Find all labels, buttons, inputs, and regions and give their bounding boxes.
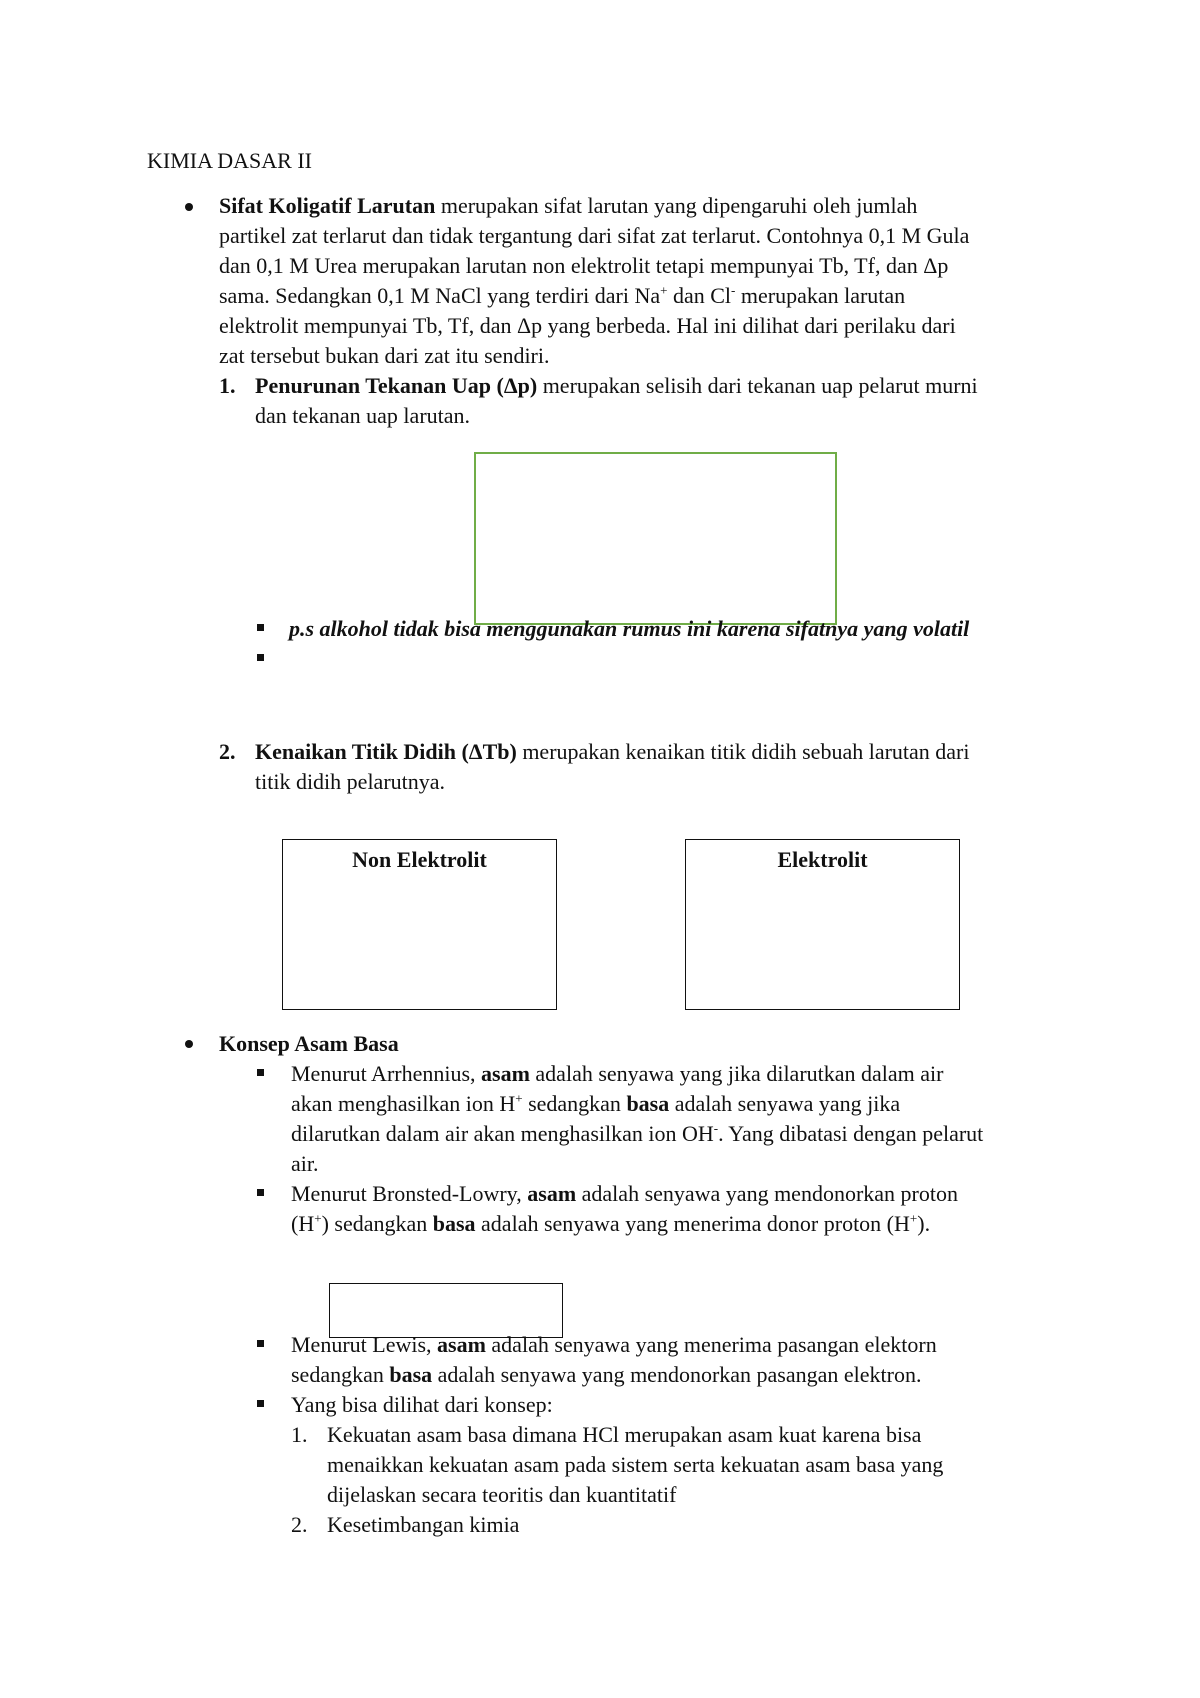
sifat-line-5: elektrolit mempunyai Tb, Tf, dan Δp yang berbeda. Hal ini dilihat dari perilaku dari <box>219 313 956 338</box>
lewis-text: Menurut Lewis, <box>291 1332 438 1357</box>
sifat-text: merupakan larutan <box>735 283 906 308</box>
lewis-text: sedangkan <box>291 1362 390 1387</box>
bronsted-text: ) sedangkan <box>321 1211 433 1236</box>
arrhennius-text: Menurut Arrhennius, <box>291 1061 482 1086</box>
bullet-dot-asam <box>185 1040 193 1048</box>
basa-keyword: basa <box>626 1091 670 1116</box>
item1-line-1 <box>255 371 978 401</box>
arrhennius-text: adalah senyawa yang jika <box>669 1091 901 1116</box>
elektrolit-box <box>685 839 960 1010</box>
arrhennius-line-1 <box>291 1059 943 1089</box>
asam-keyword: asam <box>527 1181 577 1206</box>
bronsted-text: (H <box>291 1211 315 1236</box>
arrhennius-text: akan menghasilkan ion H <box>291 1091 516 1116</box>
sifat-line-6: zat tersebut bukan dari zat itu sendiri. <box>219 343 550 368</box>
item1-text: merupakan selisih dari tekanan uap pelarut murni <box>537 373 978 398</box>
bullet-square-empty <box>257 654 264 661</box>
asam-keyword: asam <box>481 1061 530 1086</box>
sifat-text: merupakan sifat larutan yang dipengaruhi oleh jumlah <box>435 193 918 218</box>
superscript-minus: - <box>713 1120 719 1136</box>
elektrolit-label: Elektrolit <box>777 847 868 872</box>
arrhennius-line-2 <box>291 1089 900 1119</box>
lewis-text: adalah senyawa yang menerima pasangan elektorn <box>485 1332 937 1357</box>
superscript-plus: + <box>515 1090 523 1106</box>
sifat-line-3: dan 0,1 M Urea merupakan larutan non elektrolit tetapi mempunyai Tb, Tf, dan Δp <box>219 253 949 278</box>
arrhennius-text: dilarutkan dalam air akan menghasilkan ion OH <box>291 1121 714 1146</box>
bronsted-text: adalah senyawa yang mendonorkan proton <box>576 1181 958 1206</box>
bullet-square-arrhennius <box>257 1069 264 1076</box>
sifat-text: sama. Sedangkan 0,1 M NaCl yang terdiri dari Na <box>219 283 661 308</box>
superscript-minus: - <box>731 282 736 298</box>
item1-term: Penurunan Tekanan Uap (Δp) <box>255 373 538 398</box>
bronsted-text: ). <box>917 1211 931 1236</box>
konsep-item1-line-3: dijelaskan secara teoritis dan kuantitatif <box>327 1482 677 1507</box>
item2-line-1 <box>255 737 970 767</box>
formula-box-green <box>474 452 837 625</box>
bullet-square-konsep <box>257 1400 264 1407</box>
document-title: KIMIA DASAR II <box>147 148 312 173</box>
asam-keyword: asam <box>437 1332 486 1357</box>
arrhennius-text: sedangkan <box>522 1091 627 1116</box>
non-elektrolit-box <box>282 839 557 1010</box>
basa-keyword: basa <box>432 1211 476 1236</box>
lewis-line-2 <box>291 1360 921 1390</box>
sifat-line-4 <box>219 281 905 311</box>
bullet-square-note <box>257 624 264 631</box>
arrhennius-line-3 <box>291 1119 983 1149</box>
arrhennius-line-4: air. <box>291 1151 319 1176</box>
alcohol-note: p.s alkohol tidak bisa menggunakan rumus ini karena sifatnya yang volatil <box>289 616 970 641</box>
lewis-text: adalah senyawa yang mendonorkan pasangan elektron. <box>432 1362 922 1387</box>
asam-basa-heading: Konsep Asam Basa <box>219 1031 399 1056</box>
bronsted-text: Menurut Bronsted-Lowry, <box>291 1181 528 1206</box>
konsep-item1-line-1: Kekuatan asam basa dimana HCl merupakan asam kuat karena bisa <box>327 1422 922 1447</box>
sifat-line-2: partikel zat terlarut dan tidak tergantung dari sifat zat terlarut. Contohnya 0,1 M Gula <box>219 223 970 248</box>
bullet-dot-sifat <box>185 203 193 211</box>
superscript-plus: + <box>314 1210 322 1226</box>
sifat-term: Sifat Koligatif Larutan <box>219 193 436 218</box>
konsep-item2-number: 2. <box>291 1512 308 1537</box>
item2-number: 2. <box>219 739 236 764</box>
item2-term: Kenaikan Titik Didih (ΔTb) <box>255 739 517 764</box>
superscript-plus: + <box>909 1210 918 1226</box>
arrhennius-text: . Yang dibatasi dengan pelarut <box>718 1121 984 1146</box>
bronsted-text: adalah senyawa yang menerima donor proton (H <box>475 1211 910 1236</box>
konsep-item1-number: 1. <box>291 1422 308 1447</box>
konsep-line: Yang bisa dilihat dari konsep: <box>291 1392 553 1417</box>
item1-line-2: dan tekanan uap larutan. <box>255 403 471 428</box>
sifat-line-1 <box>219 191 917 221</box>
bronsted-line-2 <box>291 1209 930 1239</box>
non-elektrolit-label: Non Elektrolit <box>352 847 487 872</box>
item2-text: merupakan kenaikan titik didih sebuah larutan dari <box>516 739 970 764</box>
arrhennius-text: adalah senyawa yang jika dilarutkan dalam air <box>529 1061 944 1086</box>
bullet-square-bronsted <box>257 1189 264 1196</box>
bronsted-line-1 <box>291 1179 958 1209</box>
konsep-item1-line-2: menaikkan kekuatan asam pada sistem serta kekuatan asam basa yang <box>327 1452 944 1477</box>
bullet-square-lewis <box>257 1340 264 1347</box>
basa-keyword: basa <box>389 1362 433 1387</box>
superscript-plus: + <box>660 282 668 298</box>
konsep-item2-line-1: Kesetimbangan kimia <box>327 1512 520 1537</box>
item1-number: 1. <box>219 373 236 398</box>
lewis-line-1 <box>291 1330 937 1360</box>
sifat-text: dan Cl <box>667 283 732 308</box>
item2-line-2: titik didih pelarutnya. <box>255 769 446 794</box>
